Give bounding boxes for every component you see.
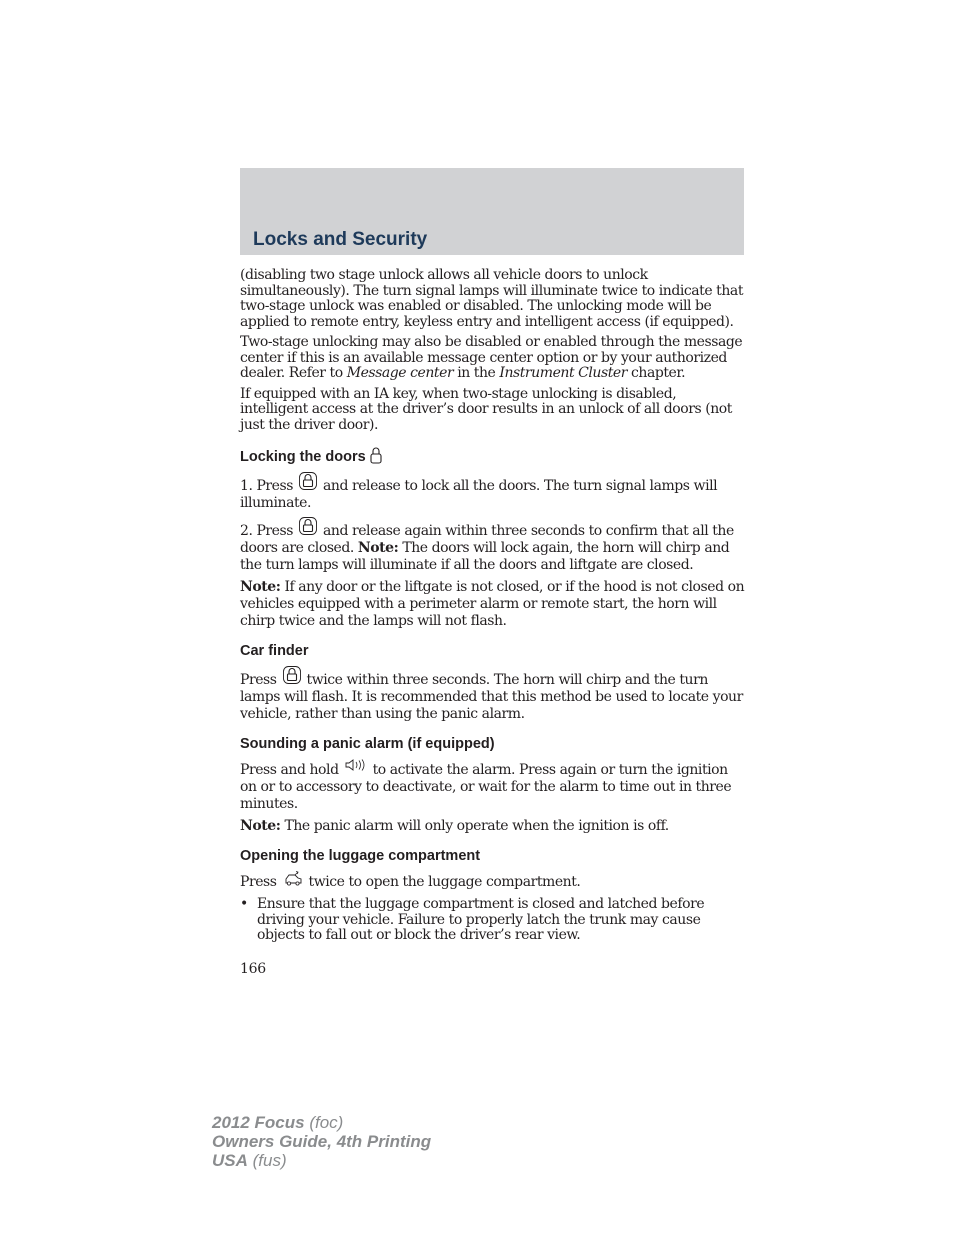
intro-paragraph-1: (disabling two stage unlock allows all vehicle doors to unlock simultaneously). The turn signal lamps will illuminate twice to indicate that two-stage unlock was enabled or disabled. The unlocking mode will be applied to remote entry, keyless entry and intelligent access (if equipped). bbox=[240, 267, 743, 330]
heading-panic-alarm: Sounding a panic alarm (if equipped) bbox=[240, 736, 495, 752]
heading-luggage-compartment: Opening the luggage compartment bbox=[240, 848, 481, 864]
footer-line-2: Owners Guide, 4th Printing bbox=[212, 1132, 432, 1151]
intro-paragraph-2: Two-stage unlocking may also be disabled or enabled through the message center if this is an available message center option or by your authorized dealer. Refer to Message center in the Instrument Cluster chapter. bbox=[240, 334, 743, 381]
lock-icon bbox=[370, 446, 382, 464]
ref-instrument-cluster: Instrument Cluster bbox=[499, 365, 627, 381]
page-number: 166 bbox=[240, 961, 266, 977]
heading-locking-doors: Locking the doors bbox=[240, 446, 746, 466]
luggage-bullet-list bbox=[240, 897, 746, 944]
note-label: Note: bbox=[357, 540, 399, 556]
lock-icon bbox=[283, 666, 301, 684]
note-label: Note: bbox=[240, 579, 281, 595]
locking-step-1: 1. Press and release to lock all the doors. The turn signal lamps will illuminate. bbox=[240, 472, 746, 512]
panic-alarm-note: Note: The panic alarm will only operate when the ignition is off. bbox=[240, 818, 669, 834]
page-content bbox=[240, 268, 746, 944]
document-footer bbox=[212, 1113, 431, 1170]
bullet-icon: • bbox=[240, 896, 248, 912]
lock-icon bbox=[299, 517, 317, 535]
locking-note: Note: If any door or the liftgate is not closed, or if the hood is not closed on vehicles equipped with a perimeter alarm or remote start, the horn will chirp twice and the lamps will not flash. bbox=[240, 579, 745, 629]
intro-paragraph-3: If equipped with an IA key, when two-stage unlocking is disabled, intelligent access at the driver’s door results in an unlock of all doors (not just the driver door). bbox=[240, 385, 732, 433]
ref-message-center: Message center bbox=[346, 365, 454, 381]
heading-car-finder: Car finder bbox=[240, 643, 309, 659]
section-title: Locks and Security bbox=[253, 229, 428, 250]
footer-line-3: USA (fus) bbox=[212, 1151, 287, 1170]
section-header-band bbox=[240, 168, 744, 255]
footer-line-1: 2012 Focus (foc) bbox=[212, 1113, 344, 1132]
note-label: Note: bbox=[240, 818, 281, 834]
horn-icon bbox=[345, 759, 367, 773]
panic-alarm-text: Press and hold to activate the alarm. Press again or turn the ignition on or to accessory to deactivate, or wait for the alarm to time out in three minutes. bbox=[240, 759, 746, 813]
lock-icon bbox=[299, 472, 317, 490]
list-item: • Ensure that the luggage compartment is closed and latched before driving your vehicle. Failure to properly latch the trunk may cause objects to fall out or block the driver’s rear view. bbox=[240, 896, 705, 943]
locking-step-2: 2. Press and release again within three seconds to confirm that all the doors are closed. Note: The doors will lock again, the horn will chirp and the turn lamps will illuminate if all the doors and liftgate are closed. bbox=[240, 517, 746, 574]
luggage-text: Press twice to open the luggage compartment. bbox=[240, 871, 746, 891]
car-finder-text: Press twice within three seconds. The horn will chirp and the turn lamps will flash. It is recommended that this method be used to locate your vehicle, rather than using the panic alarm. bbox=[240, 666, 746, 723]
trunk-icon bbox=[283, 871, 303, 887]
